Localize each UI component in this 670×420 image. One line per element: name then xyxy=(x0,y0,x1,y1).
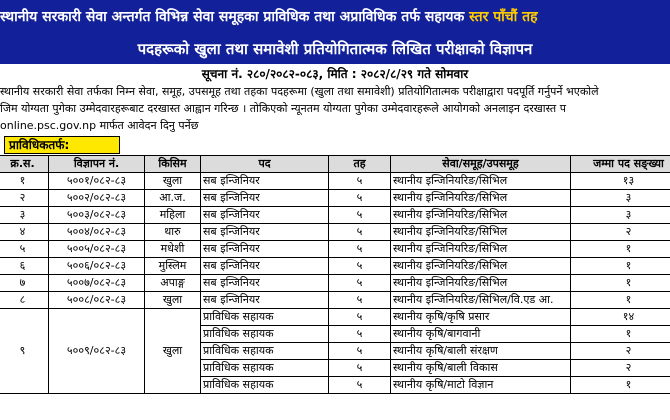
cell-level: ५ xyxy=(329,190,391,207)
cell-type: खुला xyxy=(145,292,201,309)
title-banner-line2: पदहरूको खुला तथा समावेशी प्रतियोगितात्मक लिखित परीक्षाको विज्ञापन xyxy=(0,34,670,64)
cell-total: १ xyxy=(571,377,670,394)
cell-level: ५ xyxy=(329,309,391,326)
cell-adv-no: ५००७/०८२-८३ xyxy=(49,275,145,292)
cell-level: ५ xyxy=(329,207,391,224)
cell-post: सब इन्जिनियर xyxy=(201,224,329,241)
cell-adv-no: ५००१/०८२-८३ xyxy=(49,173,145,190)
header-post: पद xyxy=(201,156,329,173)
cell-post: सब इन्जिनियर xyxy=(201,292,329,309)
header-total: जम्मा पद सङ्ख्या xyxy=(571,156,670,173)
cell-service: स्थानीय कृषि/बागवानी xyxy=(391,326,571,343)
table-row xyxy=(0,241,670,258)
cell-service: स्थानीय कृषि/बाली विकास xyxy=(391,360,571,377)
cell-post: सब इन्जिनियर xyxy=(201,207,329,224)
table-row xyxy=(0,258,670,275)
cell-sn: ९ xyxy=(0,309,49,394)
intro-line-2: जिम योग्यता पुगेका उम्मेदवारहरूबाट दरखास्त आह्वान गरिन्छ । तोकिएको न्यूनतम योग्यता पुगेका उम्मेदवारहरूले आयोगको अनलाइन दरखास्त प xyxy=(0,102,566,115)
title-line1-text: स्थानीय सरकारी सेवा अन्तर्गत विभिन्न सेवा समूहका प्राविधिक तथा अप्राविधिक तर्फ सहायक xyxy=(0,9,470,25)
cell-level: ५ xyxy=(329,360,391,377)
title-level-highlight: स्तर पाँचौं तह xyxy=(469,9,538,25)
header-adv-no: विज्ञापन नं. xyxy=(49,156,145,173)
table-header-row xyxy=(0,156,670,173)
cell-service: स्थानीय कृषि/माटो विज्ञान xyxy=(391,377,571,394)
cell-level: ५ xyxy=(329,224,391,241)
intro-paragraph xyxy=(0,83,670,134)
notice-number-date: सूचना नं. २८०/२०८२-०८३, मिति : २०८२/८/२९ गते सोमवार xyxy=(201,67,469,81)
cell-level: ५ xyxy=(329,343,391,360)
cell-sn: ८ xyxy=(0,292,49,309)
cell-total: १ xyxy=(571,275,670,292)
cell-post: प्राविधिक सहायक xyxy=(201,326,329,343)
cell-post: सब इन्जिनियर xyxy=(201,241,329,258)
header-type: किसिम xyxy=(145,156,201,173)
intro-line-1: स्थानीय सरकारी सेवा तर्फका निम्न सेवा, समूह, उपसमूह तथा तहका पदहरूमा (खुला तथा समावेशी) प्रतियोगितात्मक परीक्षाद्वारा पदपूर्ति गर्नुपर्ने भएकोले xyxy=(0,85,599,98)
cell-post: प्राविधिक सहायक xyxy=(201,377,329,394)
cell-total: ३ xyxy=(571,190,670,207)
cell-level: ५ xyxy=(329,241,391,258)
cell-total: ३ xyxy=(571,207,670,224)
cell-service: स्थानीय इन्जिनियरिङ/सिभिल/वि.एड आ. xyxy=(391,292,571,309)
header-service: सेवा/समूह/उपसमूह xyxy=(391,156,571,173)
cell-sn: ७ xyxy=(0,275,49,292)
cell-service: स्थानीय इन्जिनियरिङ/सिभिल xyxy=(391,207,571,224)
cell-post: प्राविधिक सहायक xyxy=(201,343,329,360)
cell-type: खुला xyxy=(145,309,201,394)
cell-sn: ४ xyxy=(0,224,49,241)
cell-adv-no: ५००५/०८२-८३ xyxy=(49,241,145,258)
cell-level: ५ xyxy=(329,326,391,343)
cell-type: आ.ज. xyxy=(145,190,201,207)
cell-total: १ xyxy=(571,241,670,258)
cell-post: प्राविधिक सहायक xyxy=(201,309,329,326)
cell-type: मधेशी xyxy=(145,241,201,258)
section-label-technical: प्राविधिकतर्फ: xyxy=(4,136,120,154)
cell-total: १ xyxy=(571,326,670,343)
cell-service: स्थानीय इन्जिनियरिङ/सिभिल xyxy=(391,241,571,258)
header-level: तह xyxy=(329,156,391,173)
cell-total: १ xyxy=(571,292,670,309)
cell-service: स्थानीय कृषि/बाली संरक्षण xyxy=(391,343,571,360)
cell-post: सब इन्जिनियर xyxy=(201,275,329,292)
cell-level: ५ xyxy=(329,292,391,309)
table-row xyxy=(0,292,670,309)
cell-total: १ xyxy=(571,258,670,275)
cell-type: थारु xyxy=(145,224,201,241)
cell-type: महिला xyxy=(145,207,201,224)
table-row xyxy=(0,309,670,326)
table-row xyxy=(0,173,670,190)
cell-service: स्थानीय कृषि/कृषि प्रसार xyxy=(391,309,571,326)
vacancy-table xyxy=(0,155,670,394)
cell-post: प्राविधिक सहायक xyxy=(201,360,329,377)
cell-sn: २ xyxy=(0,190,49,207)
cell-sn: १ xyxy=(0,173,49,190)
cell-service: स्थानीय इन्जिनियरिङ/सिभिल xyxy=(391,190,571,207)
cell-service: स्थानीय इन्जिनियरिङ/सिभिल xyxy=(391,173,571,190)
cell-adv-no: ५००४/०८२-८३ xyxy=(49,224,145,241)
table-row xyxy=(0,224,670,241)
header-sn: क्र.स. xyxy=(0,156,49,173)
cell-post: सब इन्जिनियर xyxy=(201,190,329,207)
cell-adv-no: ५००९/०८२-८३ xyxy=(49,309,145,394)
table-row xyxy=(0,190,670,207)
cell-adv-no: ५००६/०८२-८३ xyxy=(49,258,145,275)
cell-service: स्थानीय इन्जिनियरिङ/सिभिल xyxy=(391,224,571,241)
table-row xyxy=(0,275,670,292)
cell-total: २ xyxy=(571,224,670,241)
cell-level: ५ xyxy=(329,377,391,394)
cell-adv-no: ५००३/०८२-८३ xyxy=(49,207,145,224)
cell-level: ५ xyxy=(329,275,391,292)
cell-type: अपाङ्ग xyxy=(145,275,201,292)
cell-type: खुला xyxy=(145,173,201,190)
cell-total: १४ xyxy=(571,309,670,326)
cell-total: २ xyxy=(571,360,670,377)
cell-level: ५ xyxy=(329,173,391,190)
cell-post: सब इन्जिनियर xyxy=(201,258,329,275)
cell-service: स्थानीय इन्जिनियरिङ/सिभिल xyxy=(391,275,571,292)
cell-sn: ३ xyxy=(0,207,49,224)
cell-sn: ५ xyxy=(0,241,49,258)
cell-total: १३ xyxy=(571,173,670,190)
cell-post: सब इन्जिनियर xyxy=(201,173,329,190)
cell-type: मुस्लिम xyxy=(145,258,201,275)
title-banner-line1 xyxy=(0,0,670,34)
cell-adv-no: ५००८/०८२-८३ xyxy=(49,292,145,309)
cell-adv-no: ५००२/०८२-८३ xyxy=(49,190,145,207)
cell-level: ५ xyxy=(329,258,391,275)
cell-sn: ६ xyxy=(0,258,49,275)
intro-line-3: online.psc.gov.np मार्फत आवेदन दिनु पर्नेछ xyxy=(0,119,199,132)
cell-service: स्थानीय इन्जिनियरिङ/सिभिल xyxy=(391,258,571,275)
cell-total: २ xyxy=(571,343,670,360)
table-row xyxy=(0,207,670,224)
